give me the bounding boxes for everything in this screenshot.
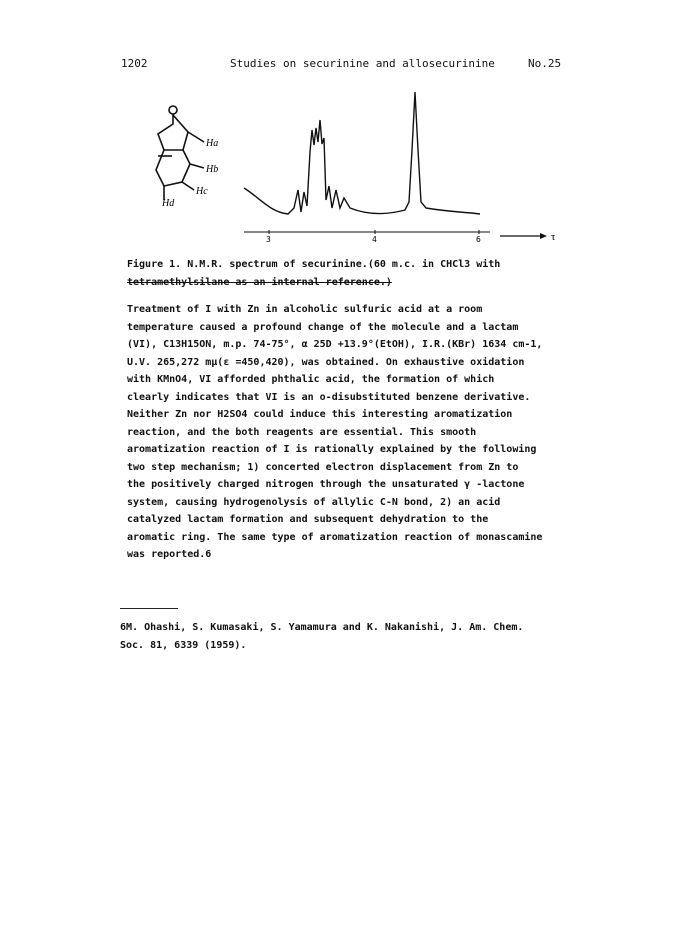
body-line: temperature caused a profound change of the molecule and a lactam — [127, 321, 519, 333]
hd-label: Hd — [162, 198, 175, 209]
tau-axis — [244, 230, 547, 239]
body-line: the positively charged nitrogen through the unsaturated γ -lactone — [127, 479, 525, 490]
body-line: (VI), C13H15ON, m.p. 74-75°, α 25D +13.9°(EtOH), I.R.(KBr) 1634 cm-1, — [127, 339, 543, 350]
figure-caption-line-1: Figure 1. N.M.R. spectrum of securinine.(60 m.c. in CHCl3 with — [127, 259, 501, 270]
footnote-line-1: 6M. Ohashi, S. Kumasaki, S. Yamamura and K. Nakanishi, J. Am. Chem. — [120, 622, 524, 633]
footnote — [120, 622, 523, 658]
body-line: aromatization reaction of I is rationally explained by the following — [127, 444, 537, 455]
footnote-rule — [120, 608, 178, 609]
body-line: U.V. 265,272 mμ(ε =450,420), was obtained. On exhaustive oxidation — [127, 356, 525, 368]
tick-4: 4 — [372, 235, 377, 244]
body-line: reaction, and the both reagents are essential. This smooth — [127, 426, 477, 438]
issue-number: No.25 — [528, 57, 562, 70]
nmr-figure — [120, 90, 560, 250]
body-line: clearly indicates that VI is an o-disubstituted benzene derivative. — [127, 391, 531, 403]
body-line: aromatic ring. The same type of aromatization reaction of monascamine — [127, 531, 543, 543]
body-line: system, causing hydrogenolysis of allylic C-N bond, 2) an acid — [127, 496, 501, 508]
ha-label: Ha — [206, 138, 219, 149]
body-line: with KMnO4, VI afforded phthalic acid, the formation of which — [127, 374, 495, 385]
hc-label: Hc — [196, 186, 208, 197]
nmr-spectrum-trace — [244, 92, 480, 214]
tau-unit: τ — [551, 231, 556, 243]
tick-6: 6 — [476, 235, 481, 244]
footnote-line-2: Soc. 81, 6339 (1959). — [120, 640, 247, 651]
body-line: was reported.6 — [127, 549, 212, 560]
page-number: 1202 — [121, 57, 148, 70]
body-text — [127, 304, 557, 567]
body-line: catalyzed lactam formation and subsequent dehydration to the — [127, 514, 489, 525]
hb-label: Hb — [206, 164, 219, 175]
body-line: Neither Zn nor H2SO4 could induce this interesting aromatization — [127, 409, 513, 420]
body-line: two step mechanism; 1) concerted electron displacement from Zn to — [127, 461, 519, 473]
tick-3: 3 — [266, 235, 271, 244]
figure-caption-line-2: tetramethylsilane as an internal reference.) — [127, 277, 392, 288]
running-title: Studies on securinine and allosecurinine — [230, 57, 495, 70]
body-line: Treatment of I with Zn in alcoholic sulfuric acid at a room — [127, 304, 483, 315]
